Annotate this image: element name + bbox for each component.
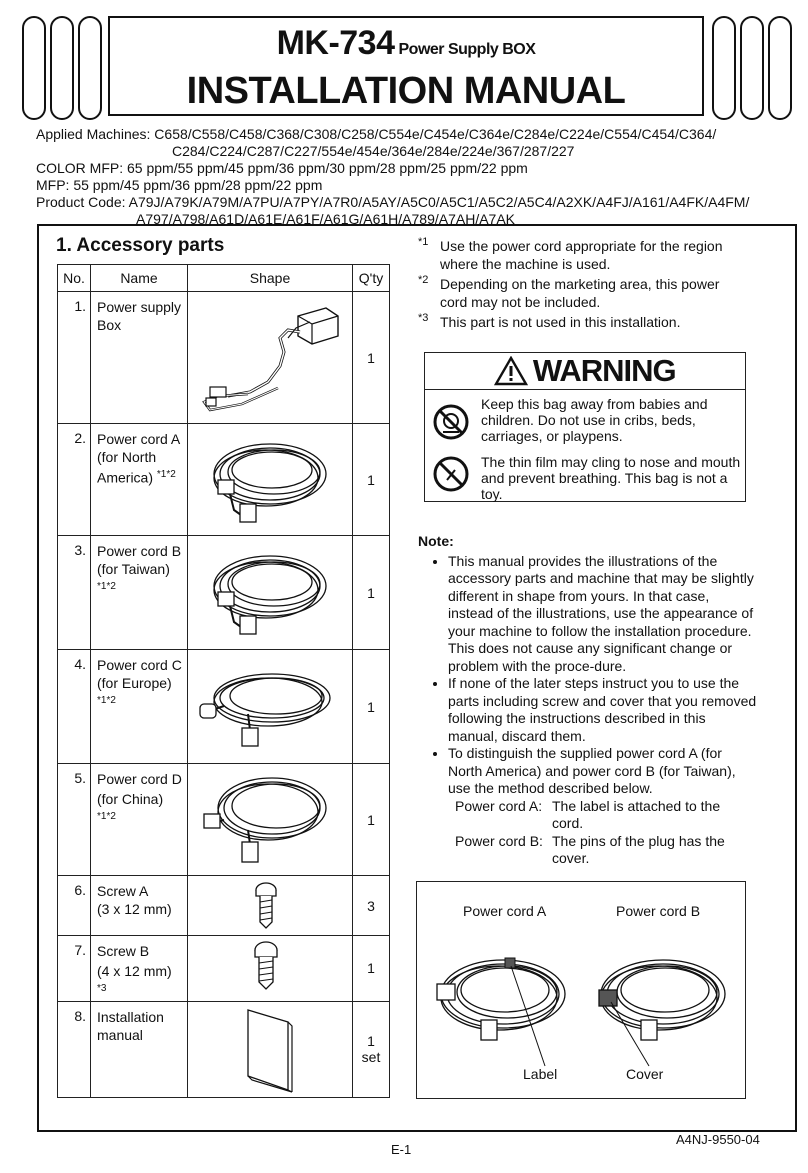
table-row <box>58 424 390 536</box>
row-qty-unit: set <box>361 1049 381 1066</box>
footnote-text: This part is not used in this installation. <box>440 314 681 330</box>
screw-b-illustration <box>188 936 353 1002</box>
warning-triangle-icon <box>494 356 528 386</box>
row-qty-value: 3 <box>367 897 375 914</box>
warning-box <box>424 352 746 502</box>
product-code-line2: A797/A798/A61D/A61E/A61F/A61G/A61H/A789/A7AH/A7AK <box>136 211 516 227</box>
power-cord-comparison-illustration <box>416 881 746 1099</box>
table-row <box>58 764 390 876</box>
row-name-line1: Screw A <box>97 883 149 899</box>
header-bar-left-2 <box>50 16 74 120</box>
document-code: A4NJ-9550-04 <box>676 1132 760 1147</box>
row-qty-value: 1 <box>367 471 375 488</box>
footnote-ref: *1*2 <box>156 469 176 480</box>
power-cord-b-distinction <box>418 833 758 868</box>
mfp-speeds: MFP: 55 ppm/45 ppm/36 ppm/28 ppm/22 ppm <box>36 177 323 193</box>
note-item: • This manual provides the illustrations of the accessory parts and machine that may be slightly different in shape from yours. In that case, instead of the illustrations, use the appearance of your machine to follow the installation procedure. This does not cause any significant change or problem with the proce-dure. <box>448 553 758 676</box>
row-no: 2. <box>58 424 91 536</box>
warning-title: WARNING <box>532 353 676 388</box>
row-name-line2: (for North <box>97 449 157 465</box>
row-name <box>91 650 188 764</box>
note-item: • If none of the later steps instruct you to use the parts including screw and cover that you removed following the instructions described in this manual, discard them. <box>448 675 758 745</box>
row-name <box>91 292 188 424</box>
model-subtitle: Power Supply BOX <box>398 41 536 58</box>
row-qty <box>353 650 390 764</box>
row-no: 5. <box>58 764 91 876</box>
power-cords-drawing <box>417 882 747 1100</box>
row-name-line2: Box <box>97 317 122 333</box>
row-no: 3. <box>58 536 91 650</box>
model-number: MK-734 <box>276 24 395 62</box>
page-number: E-1 <box>391 1142 412 1157</box>
power-cord-a-value: The label is attached to the cord. <box>552 797 721 831</box>
product-code-label: Product Code: <box>36 194 126 210</box>
screw-a-illustration <box>188 876 353 936</box>
row-name-line2: (3 x 12 mm) <box>97 901 172 917</box>
applied-machines-line2: C284/C224/C287/C227/554e/454e/364e/284e/224e/367/287/227 <box>172 143 575 159</box>
header-bar-right-3 <box>768 16 792 120</box>
footnotes <box>418 237 738 333</box>
note-title: Note: <box>418 533 454 549</box>
footnote-ref: *1*2 <box>97 695 116 706</box>
row-name-line2: (for China) <box>97 791 164 807</box>
row-name <box>91 424 188 536</box>
note-item: • To distinguish the supplied power cord A (for North America) and power cord B (for Taiwan), use the method described below. <box>448 745 758 798</box>
col-header-shape: Shape <box>188 265 353 292</box>
power-cord-b-value: The pins of the plug has the cover. <box>552 832 725 866</box>
row-no: 7. <box>58 936 91 1002</box>
table-row <box>58 876 390 936</box>
footnote-mark: *2 <box>418 274 429 286</box>
row-name-line1: Power cord A <box>97 431 181 447</box>
table-row <box>58 650 390 764</box>
row-name <box>91 536 188 650</box>
row-name <box>91 936 188 1002</box>
warning-row-1 <box>425 396 745 446</box>
color-mfp-speeds: COLOR MFP: 65 ppm/55 ppm/45 ppm/36 ppm/30 ppm/28 ppm/25 ppm/22 ppm <box>36 160 528 176</box>
product-code-line1: A79J/A79K/A79M/A7PU/A7PY/A7R0/A5AY/A5C0/A5C1/A5C2/A5C4/A2XK/A4FJ/A161/A4FK/A4FM/ <box>128 194 750 210</box>
row-name-line2: (for Taiwan) <box>97 561 170 577</box>
footnote-text: Depending on the marketing area, this power cord may not be included. <box>440 276 720 310</box>
applied-machines-label: Applied Machines: <box>36 126 151 142</box>
power-cord-a-key: Power cord A: <box>455 797 543 814</box>
col-header-qty: Q'ty <box>353 265 390 292</box>
no-child-bag-icon <box>433 404 469 440</box>
header-bar-left-3 <box>78 16 102 120</box>
section-title: 1. Accessory parts <box>56 235 225 256</box>
row-name-line1: Installation <box>97 1008 164 1025</box>
table-row <box>58 292 390 424</box>
header-bar-left-1 <box>22 16 46 120</box>
row-qty <box>353 292 390 424</box>
power-cord-c-illustration <box>188 650 353 764</box>
col-header-name: Name <box>91 265 188 292</box>
row-qty <box>353 424 390 536</box>
row-qty-value: 1 <box>367 349 375 366</box>
footnote-2 <box>418 275 738 311</box>
row-qty <box>353 936 390 1002</box>
row-name <box>91 876 188 936</box>
power-cord-b-caption: Power cord B <box>616 903 701 919</box>
note-block <box>418 533 758 868</box>
document-title: INSTALLATION MANUAL <box>186 70 626 112</box>
footnote-text: Use the power cord appropriate for the region where the machine is used. <box>440 238 723 272</box>
row-no: 8. <box>58 1001 91 1097</box>
row-name-line1: Screw B <box>97 943 150 959</box>
row-name-line1: Power cord D <box>97 771 182 787</box>
table-row <box>58 536 390 650</box>
row-name-line1: Power supply <box>97 299 182 315</box>
row-name-line1: Power cord B <box>97 543 182 559</box>
power-cord-b-illustration <box>188 536 353 650</box>
table-header-row <box>58 265 390 292</box>
row-name <box>91 1001 188 1097</box>
power-cord-d-illustration <box>188 764 353 876</box>
row-qty <box>353 536 390 650</box>
model-title <box>110 24 702 63</box>
title-box <box>108 16 704 116</box>
footnote-ref: *1*2 <box>97 581 116 592</box>
cover-callout: Cover <box>626 1066 664 1082</box>
warning-header <box>425 353 745 390</box>
footnote-3 <box>418 313 738 331</box>
label-callout: Label <box>523 1066 558 1082</box>
power-cord-a-distinction <box>418 798 758 833</box>
installation-manual-illustration <box>188 1001 353 1097</box>
row-qty <box>353 876 390 936</box>
row-qty-value: 1 <box>367 698 375 715</box>
row-qty <box>353 764 390 876</box>
row-name <box>91 764 188 876</box>
row-no: 4. <box>58 650 91 764</box>
warning-text-2: The thin film may cling to nose and mouth and prevent breathing. This bag is not a toy. <box>481 454 741 502</box>
power-cord-a-caption: Power cord A <box>463 903 547 919</box>
power-cord-b-key: Power cord B: <box>455 832 543 849</box>
footnote-mark: *3 <box>418 312 429 324</box>
row-qty <box>353 1001 390 1097</box>
applied-machines-block <box>36 126 796 228</box>
row-no: 6. <box>58 876 91 936</box>
no-suffocation-icon <box>433 456 469 492</box>
header-bar-right-2 <box>740 16 764 120</box>
row-qty-value: 1 <box>367 960 375 977</box>
power-cord-a-illustration <box>188 424 353 536</box>
note-list <box>418 553 758 798</box>
footnote-ref: *3 <box>97 983 107 994</box>
applied-machines-line1: C658/C558/C458/C368/C308/C258/C554e/C454e/C364e/C284e/C224e/C554/C454/C364/ <box>154 126 717 142</box>
table-row <box>58 1001 390 1097</box>
warning-row-2 <box>425 454 745 502</box>
col-header-no: No. <box>58 265 91 292</box>
warning-text-1: Keep this bag away from babies and children. Do not use in cribs, beds, carriages, or playpens. <box>481 396 708 444</box>
accessory-parts-table <box>57 264 390 1098</box>
row-name-line3: America) <box>97 469 154 486</box>
power-supply-box-illustration <box>188 292 353 424</box>
row-no: 1. <box>58 292 91 424</box>
row-name-line2: (4 x 12 mm) <box>97 963 172 979</box>
row-qty-value: 1 <box>367 1033 375 1050</box>
row-name-line1: Power cord C <box>97 657 182 673</box>
footnote-ref: *1*2 <box>97 811 116 822</box>
row-qty-value: 1 <box>367 811 375 828</box>
row-name-line2: (for Europe) <box>97 675 172 691</box>
footnote-1 <box>418 237 738 273</box>
header-bar-right-1 <box>712 16 736 120</box>
row-qty-value: 1 <box>367 584 375 601</box>
row-name-line2: manual <box>97 1026 143 1043</box>
table-row <box>58 936 390 1002</box>
footnote-mark: *1 <box>418 236 429 248</box>
